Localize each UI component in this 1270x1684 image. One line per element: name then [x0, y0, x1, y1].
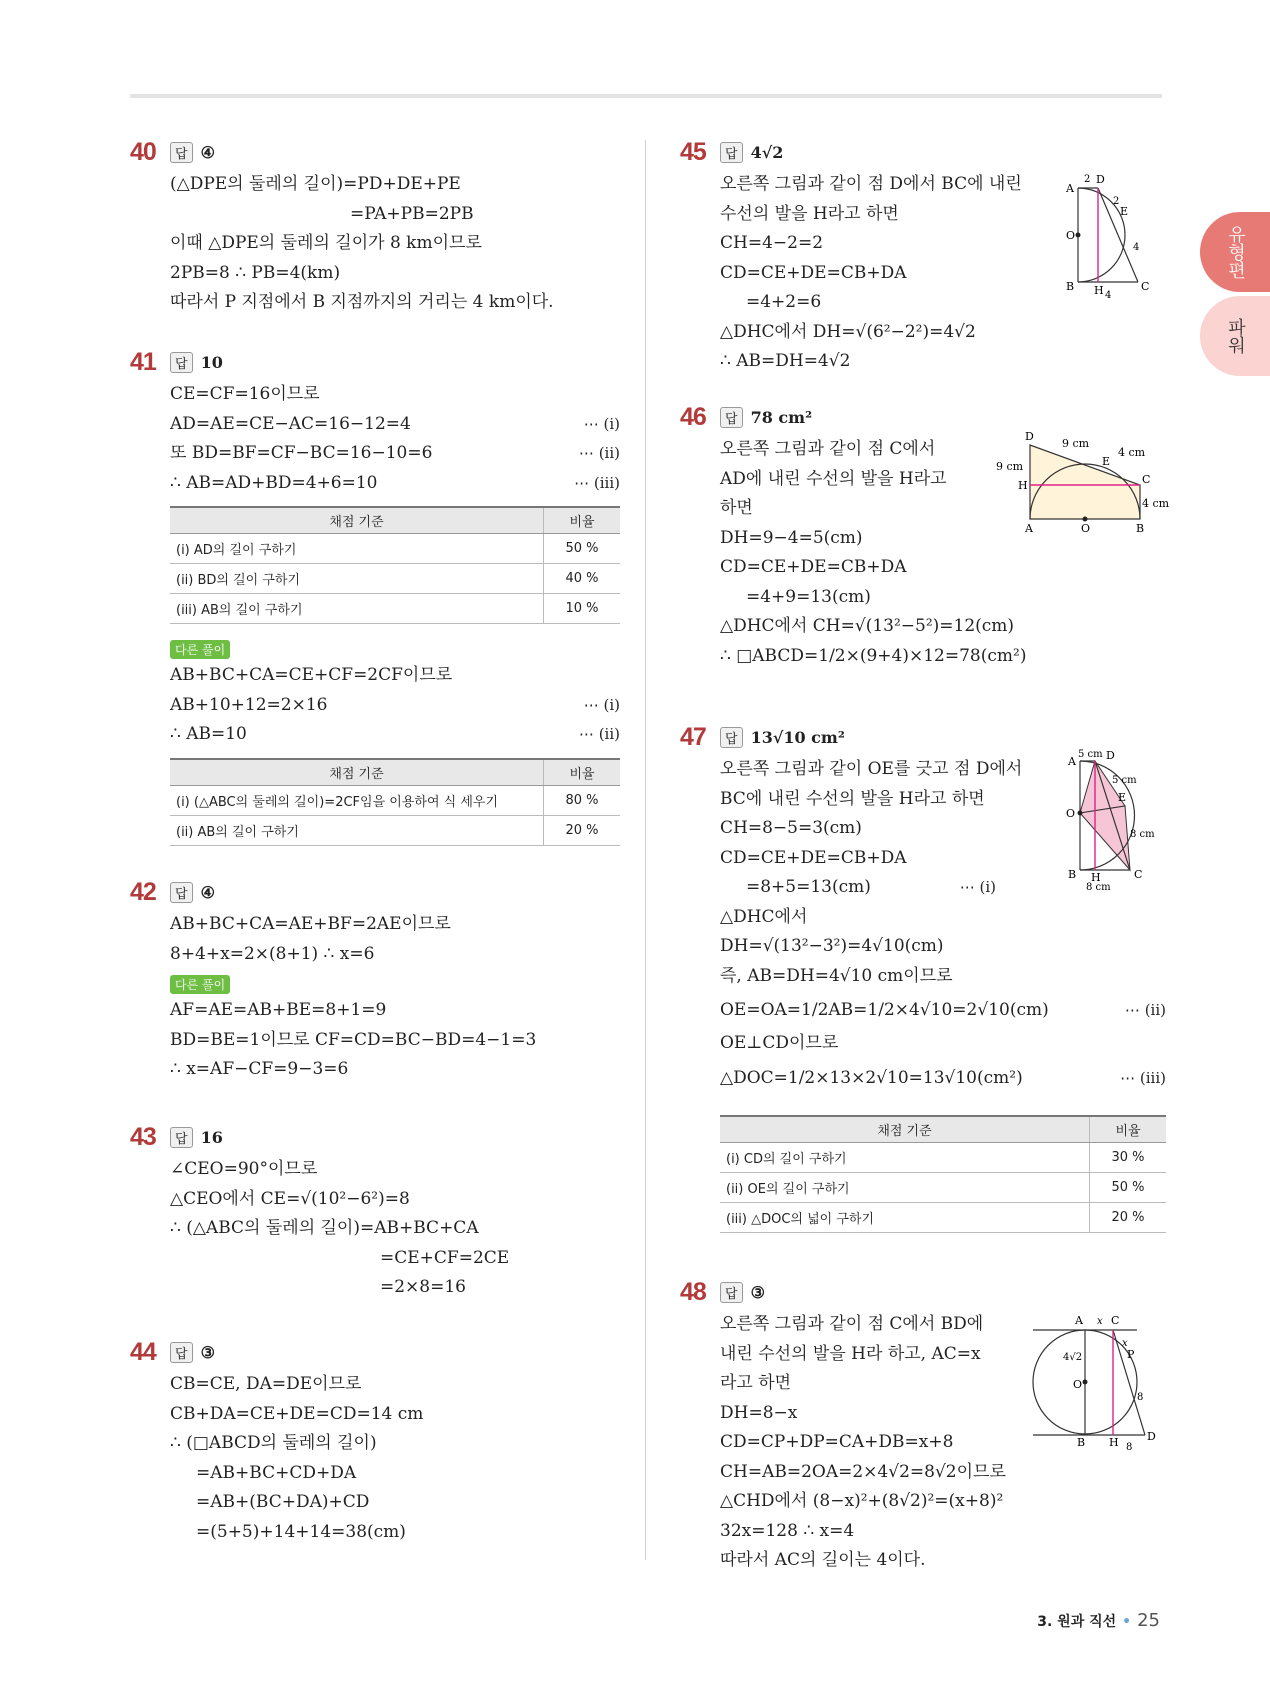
solution-line: CD=CE+DE=CB+DA: [720, 847, 907, 868]
solution-line: CE=CF=16이므로: [170, 384, 320, 404]
answer: [170, 1342, 215, 1363]
solution-line: ∴ AB=DH=4√2: [720, 351, 851, 371]
svg-text:C: C: [1134, 868, 1143, 881]
svg-text:D: D: [1106, 749, 1115, 762]
answer: [720, 407, 812, 428]
solution-line: =4+2=6: [746, 292, 822, 312]
problem-number: 40: [130, 138, 156, 166]
figure-47: [1050, 745, 1166, 893]
svg-text:C: C: [1141, 280, 1150, 293]
svg-text:9 cm: 9 cm: [996, 460, 1024, 473]
answer-value: ③: [200, 1343, 215, 1362]
svg-text:A: A: [1068, 755, 1076, 768]
solution-line: ∴ AB=AD+BD=4+6=10 ⋯ (iii): [170, 469, 620, 499]
answer: [170, 142, 215, 163]
solution-line: =CE+CF=2CE: [380, 1247, 510, 1268]
solution-line: CB=CE, DA=DE이므로: [170, 1374, 362, 1394]
scoring-table: 채점 기준 비율 (i) (△ABC의 둘레의 길이)=2CF임을 이용하여 식 세우기 80 % (ii) AB의 길이 구하기 20 %: [170, 758, 620, 846]
solution-line: =8+5=13(cm) ⋯ (i): [720, 873, 1166, 903]
answer-value: ④: [200, 883, 215, 902]
answer: [720, 1282, 765, 1303]
solution-line: BD=BE=1이므로 CF=CD=BC−BD=4−1=3: [170, 1029, 537, 1050]
answer: [720, 142, 783, 163]
solution-line: =AB+(BC+DA)+CD: [196, 1492, 370, 1512]
solution-line: 따라서 P 지점에서 B 지점까지의 거리는 4 km이다.: [170, 292, 554, 312]
svg-text:4 cm: 4 cm: [1118, 446, 1146, 459]
answer: [170, 882, 215, 903]
svg-text:B: B: [1066, 280, 1075, 293]
solution-line: CD=CE+DE=CB+DA: [720, 262, 907, 283]
column-divider: [645, 140, 646, 1560]
svg-text:x: x: [1097, 1316, 1103, 1327]
solution-line: OE=OA=1/2AB=1/2×4√10=2√10(cm) ⋯ (ii): [720, 991, 1166, 1029]
answer-value: ③: [750, 1283, 765, 1302]
solution-line: ∴ (△ABC의 둘레의 길이)=AB+BC+CA: [170, 1218, 479, 1238]
scoring-table: 채점 기준 비율 (i) AD의 길이 구하기 50 % (ii) BD의 길이 구하기 40 % (iii) AB의 길이 구하기 10 %: [170, 506, 620, 624]
answer-value: 78 cm²: [750, 408, 813, 427]
alt-solution-badge: 다른 풀이: [170, 640, 230, 659]
solution-line: AB+10+12=2×16 ⋯ (i): [170, 691, 620, 721]
solution-line: DH=9−4=5(cm): [720, 527, 863, 548]
solution-line: 오른쪽 그림과 같이 점 C에서: [720, 439, 936, 459]
problem-number: 41: [130, 348, 156, 376]
right-column: [680, 138, 1170, 1580]
svg-text:H: H: [1091, 871, 1101, 884]
solution-line: 내린 수선의 발을 H라 하고, AC=x: [720, 1343, 981, 1364]
solution-line: CB+DA=CE+DE=CD=14 cm: [170, 1403, 424, 1424]
answer-tag: 답: [170, 882, 193, 903]
solution-line: ∴ (□ABCD의 둘레의 길이): [170, 1433, 377, 1453]
solution-line: AF=AE=AB+BE=8+1=9: [170, 1000, 387, 1020]
problem-46: [680, 403, 1170, 725]
solution-line: CD=CP+DP=CA+DB=x+8: [720, 1432, 954, 1452]
solution-line: CH=AB=2OA=2×4√2=8√2이므로: [720, 1461, 1006, 1482]
svg-text:D: D: [1025, 430, 1034, 443]
svg-text:P: P: [1127, 1348, 1135, 1361]
answer-value: ④: [200, 143, 215, 162]
step-mark: ⋯ (ii): [578, 725, 620, 743]
figure-48: [1025, 1300, 1165, 1453]
step-mark: ⋯ (iii): [1120, 1068, 1166, 1087]
solution-line: AD에 내린 수선의 발을 H라고: [720, 468, 947, 489]
problem-44: [130, 1340, 620, 1550]
solution-line: =2×8=16: [380, 1277, 466, 1297]
solution-line: 32x=128 ∴ x=4: [720, 1520, 855, 1541]
svg-text:A: A: [1075, 1314, 1083, 1327]
svg-text:D: D: [1147, 1430, 1156, 1443]
svg-text:8: 8: [1137, 1392, 1144, 1403]
top-rule: [130, 94, 1162, 98]
solution-line: △DOC=1/2×13×2√10=13√10(cm²) ⋯ (iii): [720, 1059, 1166, 1097]
svg-text:C: C: [1142, 473, 1151, 486]
solution-line: AB+BC+CA=AE+BF=2AE이므로: [170, 914, 451, 934]
svg-text:8 cm: 8 cm: [1130, 829, 1155, 840]
svg-text:O: O: [1081, 522, 1091, 535]
page-number: 25: [1137, 1610, 1160, 1631]
step-mark: ⋯ (ii): [1124, 1001, 1166, 1019]
svg-text:B: B: [1077, 1436, 1086, 1449]
answer-tag: 답: [170, 352, 193, 373]
answer-tag: 답: [170, 1127, 193, 1148]
bullet-icon: •: [1122, 1614, 1132, 1630]
answer-value: 4√2: [750, 143, 784, 162]
solution-line: △DHC에서 DH=√(6²−2²)=4√2: [720, 321, 976, 342]
solution-line: ∴ □ABCD=1/2×(9+4)×12=78(cm²): [720, 645, 1027, 666]
figure-46: [990, 425, 1170, 535]
problem-42: [130, 880, 620, 1125]
svg-text:E: E: [1102, 455, 1111, 468]
solution-line: CH=8−5=3(cm): [720, 818, 862, 838]
solution-line: ∴ AB=10 ⋯ (ii): [170, 720, 620, 750]
chapter-title: 3. 원과 직선: [1037, 1614, 1117, 1630]
answer-tag: 답: [720, 727, 743, 748]
answer-value: 10: [200, 353, 223, 372]
answer: [720, 727, 845, 748]
solution-line: 또 BD=BF=CF−BC=16−10=6 ⋯ (ii): [170, 439, 620, 469]
solution-line: (△DPE의 둘레의 길이)=PD+DE+PE: [170, 174, 461, 194]
svg-text:H: H: [1109, 1436, 1119, 1449]
svg-text:5 cm: 5 cm: [1112, 775, 1137, 786]
svg-text:O: O: [1066, 807, 1076, 820]
svg-text:E: E: [1120, 205, 1129, 218]
problem-number: 47: [680, 723, 706, 751]
solution-line: 오른쪽 그림과 같이 OE를 긋고 점 D에서: [720, 759, 1023, 779]
problem-number: 45: [680, 138, 706, 166]
page-footer: [1037, 1610, 1160, 1631]
step-mark: ⋯ (i): [583, 414, 620, 433]
svg-text:H: H: [1094, 284, 1104, 297]
svg-text:8: 8: [1126, 1442, 1133, 1453]
solution-line: △CHD에서 (8−x)²+(8√2)²=(x+8)²: [720, 1491, 1004, 1511]
svg-text:2: 2: [1084, 174, 1091, 185]
svg-text:x: x: [1122, 1338, 1128, 1349]
svg-text:4√2: 4√2: [1063, 1352, 1083, 1363]
problem-number: 48: [680, 1278, 706, 1306]
svg-text:4 cm: 4 cm: [1142, 497, 1170, 510]
solution-line: 오른쪽 그림과 같이 점 C에서 BD에: [720, 1314, 984, 1334]
solution-line: DH=8−x: [720, 1402, 798, 1423]
step-mark: ⋯ (iii): [574, 473, 620, 492]
solution-line: CD=CE+DE=CB+DA: [720, 557, 907, 577]
solution-line: 즉, AB=DH=4√10 cm이므로: [720, 965, 953, 986]
svg-text:8 cm: 8 cm: [1086, 882, 1111, 893]
solution-line: ∴ x=AF−CF=9−3=6: [170, 1059, 349, 1079]
solution-line: =AB+BC+CD+DA: [196, 1462, 357, 1483]
svg-text:5 cm: 5 cm: [1078, 749, 1103, 760]
problem-number: 46: [680, 403, 706, 431]
problem-43: [130, 1125, 620, 1340]
problem-number: 43: [130, 1123, 156, 1151]
answer-tag: 답: [720, 407, 743, 428]
svg-text:A: A: [1025, 522, 1033, 535]
step-mark: ⋯ (i): [959, 878, 996, 896]
step-mark: ⋯ (ii): [578, 444, 620, 462]
svg-text:O: O: [1073, 1378, 1083, 1391]
answer-tag: 답: [720, 142, 743, 163]
svg-text:B: B: [1068, 868, 1077, 881]
answer-tag: 답: [170, 142, 193, 163]
solution-line: DH=√(13²−3²)=4√10(cm): [720, 936, 944, 956]
alt-solution-badge: 다른 풀이: [170, 975, 230, 994]
scoring-table: 채점 기준 비율 (i) CD의 길이 구하기 30 % (ii) OE의 길이 구하기 50 % (iii) △DOC의 넓이 구하기 20 %: [720, 1115, 1166, 1233]
solution-line: AD=AE=CE−AC=16−12=4 ⋯ (i): [170, 410, 620, 440]
solution-line: =(5+5)+14+14=38(cm): [196, 1521, 406, 1542]
solution-line: =PA+PB=2PB: [350, 203, 474, 224]
svg-text:4: 4: [1105, 290, 1112, 301]
solution-line: △DHC에서: [720, 906, 808, 927]
solution-line: 라고 하면: [720, 1373, 792, 1393]
svg-text:2: 2: [1113, 196, 1120, 207]
solution-line: 8+4+x=2×(8+1) ∴ x=6: [170, 943, 375, 964]
problem-number: 44: [130, 1338, 156, 1366]
svg-text:E: E: [1118, 791, 1127, 804]
solution-line: OE⊥CD이므로: [720, 1033, 839, 1053]
svg-text:O: O: [1066, 229, 1076, 242]
step-mark: ⋯ (i): [583, 695, 620, 714]
answer-value: 16: [200, 1128, 223, 1147]
answer: [170, 352, 223, 373]
solution-line: =4+9=13(cm): [746, 586, 871, 607]
problem-47: [680, 725, 1166, 1280]
left-column: [130, 140, 620, 1550]
answer-value: 13√10 cm²: [750, 728, 845, 747]
solution-line: △DHC에서 CH=√(13²−5²)=12(cm): [720, 616, 1015, 636]
svg-text:D: D: [1096, 173, 1105, 186]
answer-tag: 답: [170, 1342, 193, 1363]
solution-line: △CEO에서 CE=√(10²−6²)=8: [170, 1188, 410, 1209]
solution-line: ∠CEO=90°이므로: [170, 1159, 318, 1179]
answer-tag: 답: [720, 1282, 743, 1303]
svg-text:4: 4: [1133, 242, 1140, 253]
problem-40: [130, 140, 620, 350]
solution-line: 이때 △DPE의 둘레의 길이가 8 km이므로: [170, 233, 482, 253]
solution-line: CH=4−2=2: [720, 233, 824, 253]
figure-45: [1058, 170, 1158, 300]
problem-41: [130, 350, 620, 880]
solution-line: 따라서 AC의 길이는 4이다.: [720, 1550, 926, 1570]
solution-line: BC에 내린 수선의 발을 H라고 하면: [720, 788, 985, 809]
answer: [170, 1127, 223, 1148]
svg-text:B: B: [1136, 522, 1145, 535]
svg-text:A: A: [1066, 182, 1074, 195]
svg-text:C: C: [1111, 1314, 1120, 1327]
svg-text:H: H: [1018, 479, 1028, 492]
solution-line: 수선의 발을 H라고 하면: [720, 203, 899, 224]
solution-line: AB+BC+CA=CE+CF=2CF이므로: [170, 665, 453, 685]
solution-line: 2PB=8 ∴ PB=4(km): [170, 262, 341, 283]
svg-text:9 cm: 9 cm: [1062, 437, 1090, 450]
problem-45: [680, 140, 1166, 405]
solution-line: 하면: [720, 498, 753, 518]
problem-48: [680, 1280, 1166, 1580]
side-tab-power[interactable]: 파워: [1200, 296, 1270, 376]
side-tab-type[interactable]: 유형편: [1200, 212, 1270, 292]
problem-number: 42: [130, 878, 156, 906]
solution-line: 오른쪽 그림과 같이 점 D에서 BC에 내린: [720, 174, 1022, 194]
